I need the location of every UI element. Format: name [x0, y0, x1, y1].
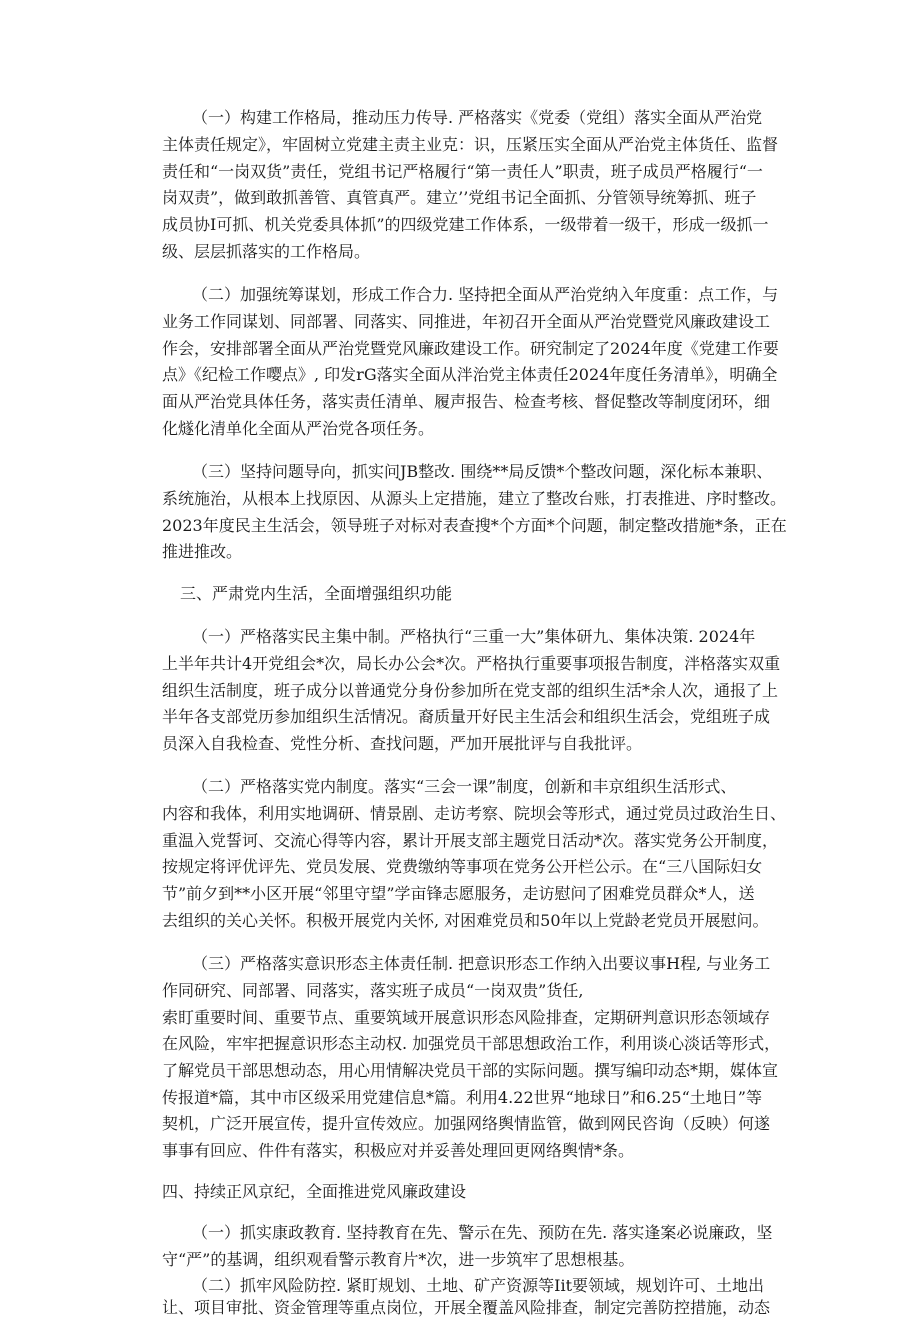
text-line: 重温入党誓诃、交流心得等内容，累计开展支部主题党日活动*次。落实党务公开制度，: [162, 831, 779, 850]
text-line: （三）坚持问题导向，抓实问JB整改. 围绕**局反馈*个整改问题，深化标本兼职、: [192, 462, 773, 481]
text-line: 责任和“一岗双货”责任，党组书记严格履行“第一责任人”职责，班子成员严格履行“一: [162, 162, 763, 181]
text-line: 2023年度民主生活会，领导班子对标对表查搜*个方面*个问题，制定整改措施*条，正在: [162, 516, 787, 535]
text-line: （三）严格落实意识形态主体责任制. 把意识形态工作纳入出要议事H程, 与业务工: [192, 954, 771, 973]
text-line: 推进推改。: [162, 542, 243, 561]
text-line: 按规定将评优评先、党员发展、党费缴纳等事项在党务公开栏公示。在“三八国际妇女: [162, 857, 763, 876]
text-line: 作会，安排部署全面从严治党暨党风廉政建设工作。研究制定了2024年度《党建工作要: [162, 339, 779, 358]
text-line: （一）严格落实民主集中制。严格执行“三重一大”集体研九、集体决策. 2024年: [192, 627, 756, 646]
text-line: 作同研究、同部署、同落实，落实班子成员“一岗双贵”货任,: [162, 981, 584, 1000]
text-line: 节”前夕到**小区开展“邻里守望”学亩锋志愿服务，走访慰问了困难党员群众*人，送: [162, 884, 755, 903]
text-line: 契机，广泛开展宣传，提升宣传效应。加强网络舆情监管，做到网民咨询（反映）何遂: [162, 1114, 771, 1133]
text-line: （二）严格落实党内制度。落实“三会一课”制度，创新和丰京组织生活形式、: [192, 777, 737, 796]
section-heading: 三、严肃党内生活，全面增强组织功能: [180, 584, 453, 603]
text-line: （二）抓牢风险防控. 紧盯规划、土地、矿产资源等Iit要领域，规划许可、土地出: [192, 1276, 765, 1295]
text-line: （二）加强统筹谋划，形成工作合力. 坚持把全面从严治党纳入年度重：点工作，与: [192, 285, 779, 304]
text-line: 主体责任规定》，牢固树立党建主责主业克：识，压紧压实全面从严治党主体货任、监督: [162, 135, 779, 154]
text-line: 传报道*篇，其中市区级采用党建信息*篇。利用4.22世界“地球日”和6.25“土地日”等: [162, 1088, 762, 1107]
text-line: 去组织的关心关怀。积极开展党内关怀, 对困难党员和50年以上党龄老党员开展慰问。: [162, 911, 769, 930]
section-heading: 四、持续正风京纪，全面推进党风廉政建设: [162, 1182, 467, 1201]
text-line: 半年各支部党历参加组织生活情况。裔质量开好民主生活会和组织生活会，党组班子成: [162, 707, 771, 726]
text-line: 化燧化清单化全面从严治党各项任务。: [162, 419, 435, 438]
text-line: 组织生活制度，班子成分以普通党分身份参加所在党支部的组织生活*余人次，通报了上: [162, 681, 779, 700]
text-line: 面从严治党具体任务，落实责任清单、履声报告、检查考核、督促整改等制度闭环，细: [162, 392, 771, 411]
text-line: 岗双责”，做到敢抓善管、真管真严。建立’’党组书记全面抓、分管领导统筹抓、班子: [162, 188, 757, 207]
text-line: 内容和我体，利用实地调研、情景剧、走访考察、院坝会等形式，通过党员过政治生日、: [162, 804, 787, 823]
text-line: （一）抓实康政教育. 坚持教育在先、警示在先、预防在先. 落实逢案必说廉政，坚: [192, 1223, 773, 1242]
text-line: 成员协I可抓、机关党委具体抓”的四级党建工作体系，一级带着一级干，形成一级抓一: [162, 215, 769, 234]
text-line: 了解党员干部思想动态，用心用情解决党员干部的实际问题。撰写编印动态*期，媒体宣: [162, 1061, 779, 1080]
text-line: 在风险，牢牢把握意识形态主动权. 加强党员干部思想政治工作，利用谈心淡话等形式，: [162, 1034, 781, 1053]
text-line: 业务工作同谋划、同部署、同落实、同推进，年初召开全面从严治党暨党风廉政建设工: [162, 312, 771, 331]
text-line: 让、项目审批、资金管理等重点岗位，开展全覆盖风险排查，制定完善防控措施，动态: [162, 1298, 771, 1317]
text-line: 索盯重要时间、重要节点、重要筑域开展意识形态风险排查，定期研判意识形态领域存: [162, 1008, 771, 1027]
text-line: 级、层层抓落实的工作格局。: [162, 242, 371, 261]
text-line: 事事有回应、件件有落实，积极应对并妥善处理回更网络舆情*条。: [162, 1141, 635, 1160]
text-line: 系统施治，从根本上找原因、从源头上定措施，建立了整改台账，打表推进、序时整改。: [162, 489, 787, 508]
text-line: （一）构建工作格局，推动压力传导. 严格落实《党委（党组）落实全面从严治党: [192, 108, 763, 127]
text-line: 上半年共计4开党组会*次，局长办公会*次。严格执行重要事项报告制度，泮格落实双重: [162, 654, 781, 673]
text-line: 点》《纪检工作嘤点》, 印发rG落实全面从泮治党主体责任2024年度任务清单》，明确全: [162, 365, 778, 384]
text-line: 守“严”的基调，组织观看警示教育片*次，进一步筑牢了思想根基。: [162, 1250, 635, 1269]
text-line: 员深入自我检查、党性分析、查找问题，严加开展批评与自我批评。: [162, 734, 643, 753]
